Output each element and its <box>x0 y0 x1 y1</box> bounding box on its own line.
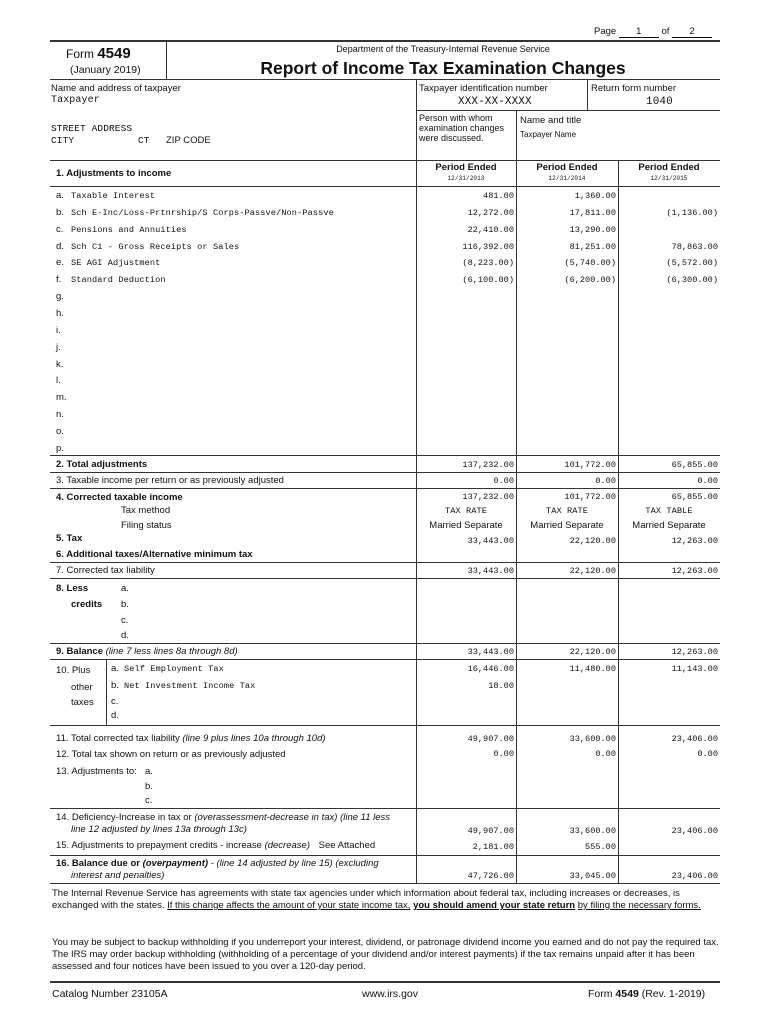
adjustment-letter: n. <box>56 409 64 420</box>
form-word: Form <box>66 47 94 61</box>
line-14-value-2: 33,600.00 <box>569 826 616 836</box>
adjustment-letter: j. <box>56 342 61 353</box>
line-3-label: 3. Taxable income per return or as previously adjusted <box>56 475 284 486</box>
line-8-label-credits: credits <box>71 599 103 610</box>
line-10-description: Self Employment Tax <box>124 664 224 674</box>
line-12-value-2: 0.00 <box>595 749 616 759</box>
line-10-value: 16,446.00 <box>467 664 514 674</box>
adjustment-letter: h. <box>56 308 64 319</box>
page-number: 1 <box>619 26 659 38</box>
line-5-value-1: 33,443.00 <box>467 536 514 546</box>
adjustment-description: Standard Deduction <box>71 275 166 285</box>
line-6-rule <box>50 562 720 563</box>
form-number <box>66 45 131 62</box>
line-14-label-italic: (overassessment-decrease in tax) (line 11 less <box>194 812 391 823</box>
notice-1-underline: If this change affects the amount of your state income tax, <box>167 900 411 911</box>
adjustments-heading: 1. Adjustments to income <box>56 168 172 179</box>
line-16-label-italic: - (line 14 adjusted by line 15) (excluding <box>210 858 379 869</box>
line-3-rule <box>50 488 720 489</box>
line-3-value-1: 0.00 <box>493 476 514 486</box>
adjustment-value: 81,251.00 <box>569 242 616 252</box>
adjustments-bottom-rule <box>50 455 720 456</box>
line-4-value-2: 101,772.00 <box>564 492 616 502</box>
zip-code: ZIP CODE <box>166 135 211 146</box>
backup-withholding-notice: You may be subject to backup withholding if you underreport your interest, dividend, or patronage dividend income you earned and do not pay the required tax. The IRS may order backup withholding (withholding of a percentage of your dividend and/or interest payments) if the tax remains unpaid after it has been assessed and four notices have been issued to you over a 120-day period. <box>52 937 719 972</box>
line-2-value-1: 137,232.00 <box>462 460 514 470</box>
adjustment-value: (6,100.00) <box>462 275 514 285</box>
line-5-value-2: 22,120.00 <box>569 536 616 546</box>
line-10-label-taxes: taxes <box>71 697 94 708</box>
line-9-value-2: 22,120.00 <box>569 647 616 657</box>
adjustment-description: SE AGI Adjustment <box>71 258 161 268</box>
period-header-3: Period Ended <box>638 162 700 173</box>
line-11-value-2: 33,600.00 <box>569 734 616 744</box>
line-15-rule <box>50 855 720 856</box>
line-9-label <box>56 646 238 657</box>
name-title-value: Taxpayer Name <box>520 130 577 139</box>
line-4-value-1: 137,232.00 <box>462 492 514 502</box>
line-16-label-2: interest and penalties) <box>71 870 165 881</box>
website: www.irs.gov <box>362 988 419 1000</box>
line-2-rule <box>50 472 720 473</box>
period-bottom-rule <box>50 186 720 187</box>
line-8d: d. <box>121 630 129 641</box>
tin-bottom-rule <box>416 110 720 111</box>
city: CITY <box>51 135 75 146</box>
adjustment-letter: a. <box>56 190 64 201</box>
footer-form-num: 4549 <box>615 988 639 1000</box>
line-12-label: 12. Total tax shown on return or as previously adjusted <box>56 749 286 760</box>
tin-left-rule <box>416 80 417 160</box>
line-9-value-1: 33,443.00 <box>467 647 514 657</box>
adjustment-letter: c. <box>56 224 64 235</box>
line-15-label-italic: (decrease) <box>264 840 310 851</box>
line-10-letter: a. <box>111 663 119 674</box>
line-8b: b. <box>121 599 129 610</box>
adjustment-letter: m. <box>56 392 67 403</box>
adjustment-letter: p. <box>56 443 64 454</box>
line-14-label-2: line 12 adjusted by lines 13a through 13c) <box>71 824 247 835</box>
name-address-label: Name and address of taxpayer <box>51 83 181 94</box>
line-13-rule <box>50 808 720 809</box>
line-15-label-text: 15. Adjustments to prepayment credits - increase <box>56 840 262 851</box>
header-top-rule <box>50 40 720 42</box>
adjustment-value: (5,572.00) <box>666 258 718 268</box>
line-11-value-1: 49,907.00 <box>467 734 514 744</box>
line-16-value-3: 23,406.00 <box>671 871 718 881</box>
line-10-value: 11,480.00 <box>569 664 616 674</box>
adjustment-letter: l. <box>56 375 61 386</box>
line-13a: a. <box>145 766 153 777</box>
adjustment-value: 17,811.00 <box>569 208 616 218</box>
period-date-3: 12/31/2015 <box>650 175 688 182</box>
footer-form-label: Form <box>588 988 613 1000</box>
period-date-1: 12/31/2013 <box>447 175 485 182</box>
line-11-label-italic: (line 9 plus lines 10a through 10d) <box>182 733 326 744</box>
period-header-2: Period Ended <box>536 162 598 173</box>
department-name: Department of the Treasury-Internal Revenue Service <box>336 44 550 54</box>
adjustment-value: (8,223.00) <box>462 258 514 268</box>
form-title: Report of Income Tax Examination Changes <box>260 58 626 78</box>
name-title-label: Name and title <box>520 115 582 126</box>
line-8-rule <box>50 643 720 644</box>
adjustment-description: Sch E-Inc/Loss-Prtnrship/S Corps-Passve/Non-Passve <box>71 208 334 218</box>
line-10-description: Net Investment Income Tax <box>124 681 256 691</box>
line-13b: b. <box>145 781 153 792</box>
line-7-value-2: 22,120.00 <box>569 566 616 576</box>
notice-1-end: by filing the necessary forms. <box>577 900 701 911</box>
taxpayer-name: Taxpayer <box>51 95 100 106</box>
line-10-value: 11,143.00 <box>671 664 718 674</box>
line-10-label-plus: 10. Plus <box>56 665 91 676</box>
line-16-label-bold-italic: (overpayment) <box>142 858 209 869</box>
page-indicator <box>594 26 712 38</box>
adjustment-value: 116,392.00 <box>462 242 514 252</box>
line-7-rule <box>50 578 720 579</box>
line-16-label-text: 16. Balance due or <box>56 858 140 869</box>
return-form-rule <box>587 80 588 110</box>
page-total: 2 <box>672 26 712 38</box>
line-15-label <box>56 840 375 851</box>
tax-method-3: TAX TABLE <box>645 506 693 516</box>
adjustment-description: Sch C1 - Gross Receipts or Sales <box>71 242 240 252</box>
adjustment-letter: b. <box>56 207 64 218</box>
line-10-letter: b. <box>111 680 119 691</box>
line-7-value-1: 33,443.00 <box>467 566 514 576</box>
adjustment-letter: o. <box>56 426 64 437</box>
period-header-1: Period Ended <box>435 162 497 173</box>
tax-method-1: TAX RATE <box>444 506 488 516</box>
line-6-label: 6. Additional taxes/Alternative minimum tax <box>56 549 253 560</box>
line-13c: c. <box>145 795 153 806</box>
line-14-value-1: 49,907.00 <box>467 826 514 836</box>
line-10-label-other: other <box>71 682 93 693</box>
state-agreement-notice <box>52 888 720 912</box>
filing-status-3: Married Separate <box>632 520 706 531</box>
adjustment-value: (6,200.00) <box>564 275 616 285</box>
tin-label: Taxpayer identification number <box>419 83 548 94</box>
line-14-value-3: 23,406.00 <box>671 826 718 836</box>
line-10-value: 18.00 <box>488 681 514 691</box>
tin-value: XXX-XX-XXXX <box>458 96 532 108</box>
adjustment-description: Pensions and Annuities <box>71 225 187 235</box>
footer-form <box>588 988 705 1000</box>
adjustment-value: (1,136.00) <box>666 208 718 218</box>
line-7-label: 7. Corrected tax liability <box>56 565 155 576</box>
notice-1-bold: you should amend your state return <box>413 900 576 911</box>
taxpayer-bottom-rule <box>50 160 720 161</box>
adjustment-letter: g. <box>56 291 64 302</box>
line-3-value-2: 0.00 <box>595 476 616 486</box>
return-form-value: 1040 <box>646 96 673 108</box>
tax-method-2: TAX RATE <box>545 506 589 516</box>
name-title-rule <box>516 110 517 160</box>
adjustment-value: 78,863.00 <box>671 242 718 252</box>
line-12-value-3: 0.00 <box>697 749 718 759</box>
of-label: of <box>661 26 670 37</box>
line-2-label: 2. Total adjustments <box>56 459 148 470</box>
line-8-label-less: 8. Less <box>56 583 89 594</box>
form-date: (January 2019) <box>70 64 141 76</box>
line-11-value-3: 23,406.00 <box>671 734 718 744</box>
adjustment-value: 1,360.00 <box>574 191 616 201</box>
return-form-label: Return form number <box>591 83 677 94</box>
street-address: STREET ADDRESS <box>51 123 133 134</box>
line-4-label: 4. Corrected taxable income <box>56 492 183 503</box>
line-10-bracket <box>106 660 107 725</box>
line-15-value-2: 555.00 <box>585 842 616 852</box>
header-bottom-rule <box>50 79 720 80</box>
line-10-letter: d. <box>111 710 119 721</box>
line-4-value-3: 65,855.00 <box>671 492 718 502</box>
line-5-label: 5. Tax <box>56 533 83 544</box>
line-11-label <box>56 733 326 744</box>
footer-rev: (Rev. 1-2019) <box>641 988 706 1000</box>
line-11-label-text: 11. Total corrected tax liability <box>56 733 180 744</box>
line-14-label <box>56 812 390 823</box>
person-discussed-label: Person with whom examination changes were discussed. <box>419 113 505 143</box>
line-14-label-text: 14. Deficiency-Increase in tax or <box>56 812 192 823</box>
adjustment-letter: k. <box>56 359 64 370</box>
line-16-value-2: 33,045.00 <box>569 871 616 881</box>
adjustment-value: 481.00 <box>483 191 514 201</box>
line-16-value-1: 47,726.00 <box>467 871 514 881</box>
line-8c: c. <box>121 615 129 626</box>
filing-status-label: Filing status <box>121 520 172 531</box>
line-15-value-1: 2,181.00 <box>472 842 514 852</box>
line-12-value-1: 0.00 <box>493 749 514 759</box>
tax-method-label: Tax method <box>121 505 171 516</box>
adjustment-value: (5,740.00) <box>564 258 616 268</box>
line-3-value-3: 0.00 <box>697 476 718 486</box>
state: CT <box>138 135 150 146</box>
adjustment-letter: e. <box>56 257 64 268</box>
line-2-value-3: 65,855.00 <box>671 460 718 470</box>
adjustment-value: 22,410.00 <box>467 225 514 235</box>
line-16-rule <box>50 883 720 884</box>
line-13-label: 13. Adjustments to: <box>56 766 137 777</box>
adjustment-value: 13,290.00 <box>569 225 616 235</box>
line-8a: a. <box>121 583 129 594</box>
line-16-label <box>56 858 379 869</box>
line-9-value-3: 12,263.00 <box>671 647 718 657</box>
notice-1-text: The Internal Revenue Service has agreements with state tax agencies under which information about federal tax, including increases or decreases, is exchanged with the states. <box>52 888 680 911</box>
filing-status-1: Married Separate <box>429 520 503 531</box>
form-num: 4549 <box>97 45 131 62</box>
catalog-number: Catalog Number 23105A <box>52 988 168 1000</box>
adjustment-description: Taxable Interest <box>71 191 156 201</box>
line-10-letter: c. <box>111 696 119 707</box>
footer-rule <box>50 981 720 983</box>
line-7-value-3: 12,263.00 <box>671 566 718 576</box>
line-15-label-tail: See Attached <box>318 840 376 851</box>
filing-status-2: Married Separate <box>530 520 604 531</box>
page-label: Page <box>594 26 617 37</box>
line-9-label-text: 9. Balance <box>56 646 103 657</box>
line-10-rule <box>50 725 720 726</box>
adjustment-value: (6,300.00) <box>666 275 718 285</box>
adjustment-letter: d. <box>56 241 64 252</box>
line-9-rule <box>50 659 720 660</box>
adjustment-value: 12,272.00 <box>467 208 514 218</box>
line-9-label-italic: (line 7 less lines 8a through 8d) <box>105 646 238 657</box>
line-5-value-3: 12,263.00 <box>671 536 718 546</box>
adjustment-letter: f. <box>56 274 62 285</box>
line-2-value-2: 101,772.00 <box>564 460 616 470</box>
adjustment-letter: i. <box>56 325 61 336</box>
period-date-2: 12/31/2014 <box>548 175 586 182</box>
